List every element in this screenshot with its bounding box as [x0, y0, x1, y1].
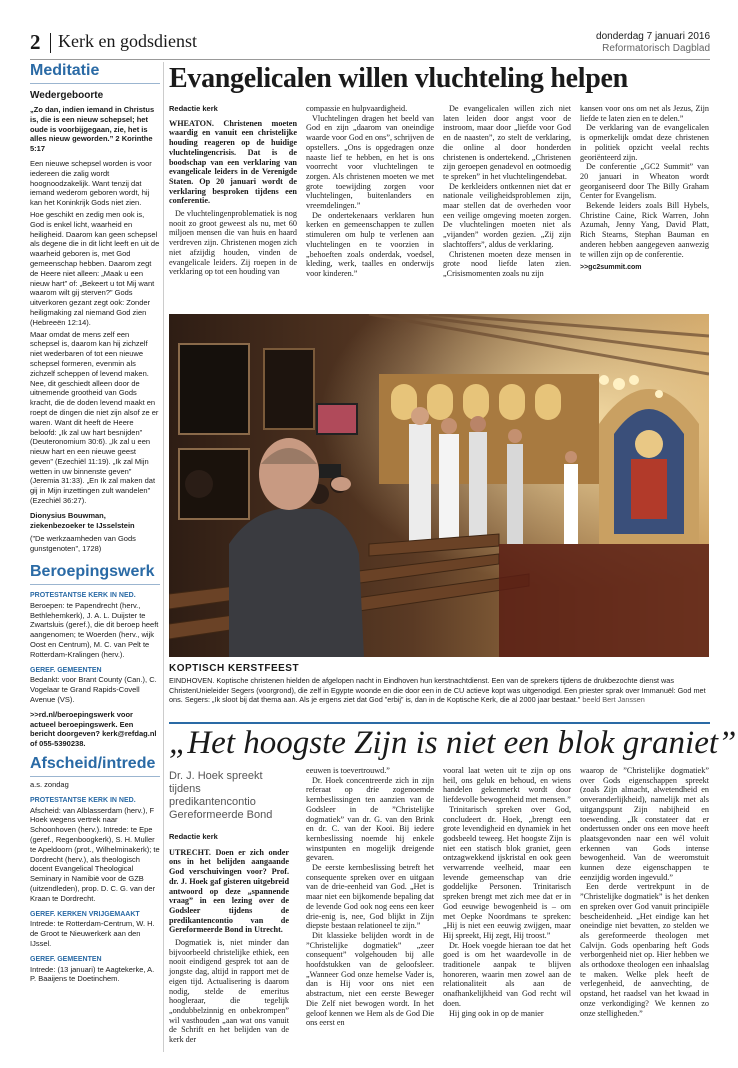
article-paragraph: Vluchtelingen dragen het beeld van God en zijn „daarom van oneindige waarde voor God en ons”, schrijven de opstellers. „Ons is opgedragen onze naaste lief te hebben, en het is ons voorrecht voor vluchtelingen te zorgen. Als christenen moeten we met grote toewijding zorgen voor vluchtelingen, buitenlanders en vreemdelingen.”	[306, 113, 434, 211]
article-deck: Dr. J. Hoek spreekt tijdens predikantencontio Gereformeerde Bond	[169, 770, 273, 821]
article-link[interactable]: >>gc2summit.com	[580, 264, 642, 272]
denomination-label: GEREF. KERKEN VRIJGEMAAKT	[30, 910, 140, 918]
article-paragraph: De evangelicalen willen zich niet laten leiden door angst voor de instroom, maar door „liefde voor God en de naasten”, zo stelt de verklaring, die online al door honderden christenen is ondertekend. „Christenen zijn geroepen genadevol en ootmoedig te spreken” in het vluchtelingendebat.	[443, 104, 571, 181]
sidebar	[30, 62, 160, 986]
byline: Redactie kerk	[169, 104, 218, 113]
header-meta	[596, 31, 710, 55]
beroepingswerk-heading: Beroepingswerk	[30, 563, 160, 585]
article-separator	[169, 722, 710, 724]
afscheid-body	[30, 780, 160, 984]
denomination-label: PROTESTANTSE KERK IN NED.	[30, 592, 136, 600]
article-paragraph: compassie en hulpvaardigheid.	[306, 104, 408, 113]
photo-caption	[169, 676, 709, 705]
article-paragraph: De eerste kernbeslissing betreft het consequente spreken over en uitgaan van de drie-eenheid van God. „Het is maar niet een bijkomende bepaling dat de levende God ook nog eens een keer drie-enig is, nee, God blijkt in Zijn diepste bestaan relationeel te zijn.”	[306, 863, 434, 931]
church-photo	[169, 314, 709, 657]
article-column	[443, 104, 571, 279]
page-number: 2	[30, 30, 41, 54]
beroepingswerk-link[interactable]: >>rd.nl/beroepingswerk voor actueel beroepingswerk. Een bericht doorgeven? kerk@refdag.nl of 055-5390238.	[30, 709, 157, 749]
article-lead: WHEATON. Christenen moeten waardig en vanuit een christelijke houding reageren op de huidige vluchtelingencrisis. Dat is de boodschap van een verklaring van evangelicale leiders in de Verenigde Staten. Op 20 januari wordt de verklaring besproken tijdens een conferentie.	[169, 118, 297, 206]
article-paragraph: Dogmatiek is, niet minder dan bijvoorbeeld christelijke ethiek, een nooit eindigend gesprek tot aan de jongste dag, altijd in rapport met de eigen tijd. Actualisering is daarom nodig, stelde de emeritus hoogleraar, die tegelijk „ondubbelzinnig en onbekrompen” wil vasthouden „aan wat ons vanuit de Schrift en het belijden van de kerk der	[169, 938, 289, 1045]
byline: Redactie kerk	[169, 832, 218, 841]
article-column	[169, 104, 297, 277]
article-paragraph: De vluchtelingenproblematiek is nog nooit zo groot geweest als nu, met 60 miljoen mensen die van huis en haard verdreven zijn. Christenen mogen zich niet afzijdig houden, vinden de evangelicale leiders. Zij roepen in de verklaring op tot een houding van	[169, 209, 297, 277]
article-paragraph: Bekende leiders zoals Bill Hybels, Christine Caine, Rick Warren, John Azumah, Jenny Yang, David Platt, Rich Stearns, Stephan Bauman en anderen hebben aangegeven aanwezig te willen zijn op de conferentie.	[580, 201, 709, 259]
meditatie-quote: „Zo dan, indien iemand in Christus is, die is een nieuw schepsel; het oude is voorbijgegaan, zie, het is alles nieuw geworden.” 2 Korinthe 5:17	[30, 105, 155, 154]
afscheid-entry: Intrede: (13 januari) te Aagtekerke, A. P. Baaijens te Doetinchem.	[30, 964, 155, 984]
meditatie-paragraph: Een nieuwe schepsel worden is voor iedereen die zalig wordt hoognoodzakelijk. Want tenzij dat iemand wederom geboren wordt, hij kan het Koninkrijk Gods niet zien.	[30, 158, 152, 208]
denomination-label: GEREF. GEMEENTEN	[30, 666, 102, 674]
beroepingswerk-body	[30, 591, 160, 749]
meditatie-paragraph: Maar omdat de mens zelf een schepsel is, daarom kan hij zichzelf niet wederbaren of tot een nieuwe schepsel formeren, evenmin als zichzelf scheppen of levend maken. Nee, dit geschiedt alleen door de uitnemende grootheid van Gods kracht, die de doden levend maakt en roept de dingen die niet zijn alsof ze er waren. Want dit heeft de Heere beloofd: „Ik zal uw hart besnijden” (Deuteronomium 30:6). „Ik zal u een nieuw hart en een nieuwe geest geven” (Ezechiël 11:19). „Ik zal Mijn wetten in uw binnenste geven” (Jeremia 31:33). „En Ik zal maken dat gij in Mijn inzettingen zult wandelen” (Ezechiël 36:27).	[30, 329, 159, 506]
article-paragraph: Hij ging ook in op de manier	[449, 1008, 544, 1018]
afscheid-entry: Intrede: te Rotterdam-Centrum, W. H. de Groot te Nieuwerkerk aan den IJssel.	[30, 919, 155, 948]
photo-caption-title: KOPTISCH KERSTFEEST	[169, 663, 300, 674]
article-paragraph: kansen voor ons om net als Jezus, Zijn liefde te laten zien en te delen.”	[580, 104, 709, 123]
article-headline: Evangelicalen willen vluchteling helpen	[169, 63, 628, 94]
meditatie-body	[30, 105, 160, 554]
meditatie-author: Dionysius Bouwman, ziekenbezoeker te IJsselstein	[30, 510, 135, 530]
article-paragraph: eeuwen is toevertrouwd.”	[306, 766, 390, 775]
article-paragraph: Dr. Hoek concentreerde zich in zijn referaat op drie zogenoemde kernbeslissingen ten aanzien van de Godsleer in de ”Christelijke dogmatiek” van dr. G. van den Brink en dr. C. van der Kooi. Bij iedere kernbeslissing noemde hij enkele winstpunten en mogelijk dreigende gevaren.	[306, 775, 434, 863]
article-paragraph: Een derde vertrekpunt in de ”Christelijke dogmatiek” is het denken en spreken over God vanuit principiële bescheidenheid. „Het eindige kan het oneindige niet bevatten, zo stelden we als gereformeerde theologen met Calvijn. Gods openbaring heft Gods verborgenheid niet op. Hier hebben we als orthodoxe theologen een inhaalslag te maken. Welke plek heeft de verlegenheid, de aanvechting, de opstand, het raadsel van het kwaad in onze verkondiging? We kennen zo onze stelligheden.”	[580, 882, 709, 1018]
article-column	[580, 104, 709, 273]
article-paragraph: Dit klassieke belijden wordt in de ”Christelijke dogmatiek” „zeer consequent” volgehouden bij alle hoofdstukken van de geloofsleer. „Wanneer God onze hemelse Vader is, dan is Hij voor ons niet een abstractum, niet een eerste Beweger Die Zelf niet bewogen wordt. In het geloof kennen we Hem als de God Die ons eerst en	[306, 930, 434, 1028]
article-column	[306, 104, 434, 279]
article-paragraph: De kerkleiders ontkennen niet dat er nationale veiligheidsproblemen zijn, maar stellen dat de overheden voor een veilige omgeving moeten zorgen. De vluchtelingen moeten niet als „vijanden” worden gezien. „Zij zijn slachtoffers”, aldus de verklaring.	[443, 181, 571, 249]
meditatie-title: Wedergeboorte	[30, 90, 104, 101]
beroepingswerk-entry: Beroepen: te Papendrecht (herv., Bethlehemkerk), J. A. L. Duijster te Zwartsluis (geref.), die dit beroep heeft aangenomen; te Woerden (herv., wijk Oost en Centrum), M. C. van Pelt te Rotterdam-Kralingen (herv.).	[30, 600, 159, 659]
issue-date: donderdag 7 januari 2016	[596, 31, 710, 42]
article-paragraph: De conferentie „GC2 Summit” van 20 januari in Wheaton wordt georganiseerd door The Billy Graham Center for Evangelism.	[580, 162, 709, 201]
meditatie-source: (”De werkzaamheden van Gods gunstgenoten”, 1728)	[30, 534, 136, 554]
article-column	[169, 770, 289, 1045]
article-paragraph: vooral laat weten uit te zijn op ons heil, ons geluk en behoud, en wiens handelen gekenmerkt wordt door liefdevolle bewogenheid met mensen.”	[443, 766, 571, 805]
denomination-label: PROTESTANTSE KERK IN NED.	[30, 796, 136, 804]
article-paragraph: Trinitarisch spreken over God, concludeert dr. Hoek, „brengt een grote levendigheid en dynamiek in het godsbeeld teweeg. Het hoogste Zijn is niet een statisch blok graniet, geen ontzagwekkend ijskristal en ook geen verwarrende veelheid, maar een levende gemeenschap van drie goddelijke Personen. Trinitarisch spreken brengt met zich mee dat er in God eeuwige bewogenheid is – om met Oepke Noordmans te spreken: „Hij is niet een eeuwig zwijgen, maar Hij spreekt, Hij zegt, Hij troost.”	[443, 804, 571, 940]
denomination-label: GEREF. GEMEENTEN	[30, 955, 102, 963]
afscheid-sub: a.s. zondag	[30, 780, 69, 790]
article-paragraph: De verklaring van de evangelicalen is opmerkelijk omdat deze christenen in politiek opzicht veelal rechts georiënteerd zijn.	[580, 123, 709, 162]
section-title: Kerk en godsdienst	[58, 31, 197, 51]
article-headline: „Het hoogste Zijn is niet een blok graniet”	[169, 725, 737, 761]
article-column	[580, 766, 709, 1018]
article-paragraph: De ondertekenaars verklaren hun kerken en gemeenschappen te zullen stimuleren om hulp te verlenen aan vluchtelingen en te voorzien in „behoeften zoals onderdak, voedsel, kleding, werk, taalles en onderwijs voor kinderen.”	[306, 210, 434, 278]
afscheid-heading: Afscheid/intrede	[30, 755, 160, 777]
photo-credit: beeld Bert Janssen	[582, 695, 645, 704]
newspaper-name: Reformatorisch Dagblad	[602, 43, 710, 54]
column-rule	[163, 62, 164, 1052]
article-lead: UTRECHT. Doen er zich onder ons in het belijden aangaande God verschuivingen voor? Prof. dr. J. Hoek gaf gisteren uitgebreid antwoord op deze „spannende vraag” in een lezing over de Godsleer tijdens de predikantencontio van de Gereformeerde Bond in Utrecht.	[169, 847, 289, 935]
article-paragraph: Dr. Hoek voegde hieraan toe dat het goed is om het waardevolle in de traditionele aanpak te blijven honoreren, waarin men zowel aan de relationaliteit als aan de onafhankelijkheid van God recht wil doen.	[443, 940, 571, 1008]
article-column	[306, 766, 434, 1028]
coptic-service-image	[169, 314, 709, 657]
beroepingswerk-entry: Bedankt: voor Brant County (Can.), C. Vogelaar te Grand Rapids-Covell Avenue (VS).	[30, 675, 157, 705]
article-paragraph: Christenen moeten deze mensen in grote nood liefde laten zien. „Crisismomenten zoals nu zijn	[443, 249, 571, 278]
article-paragraph: waarop de ”Christelijke dogmatiek” over Gods eigenschappen spreekt (zoals Zijn almacht, alwetendheid en onveranderlijkheid), namelijk met als uitgangspunt Zijn nabijheid en toewending. „Ik constateer dat er ondertussen onder ons een move heeft plaatsgevonden naar een wél voluit erkennen van Gods intense bewogenheid. Van de weeromstuit kunnen deze eigenschappen te eenzijdig worden ingevuld.”	[580, 766, 709, 882]
afscheid-entry: Afscheid: van Alblasserdam (herv.), F Hoek wegens vertrek naar Schoonhoven (herv.). Intrede: te Epe (geref., Regenboogkerk), S. H. Muller te Apeldoorn (prot., Wilhelminakerk); te Dordrecht (herv.), als theologisch docent Evangelical Theological Seminary in Namibië voor de GZB (uitzendleden), prop. D. C. G. van der Kraan te Dordrecht.	[30, 805, 160, 903]
header-divider	[50, 33, 51, 53]
header-rule	[30, 59, 710, 60]
meditatie-heading: Meditatie	[30, 62, 160, 84]
meditatie-paragraph: Hoe geschikt en zedig men ook is, God is enkel licht, waarheid en heiligheid. Daarom kan geen schepsel als degene die in dit licht leeft en uit de waarheid geboren is, met God gemeenschap hebben. Daarom zegt de Heere niet alleen: „Maak u een nieuw hart” of: „Bekeert u tot Mij want waarom wilt gij sterven?” Gods uitverkoren gezant zegt ook: Zonder heiligmaking zal niemand God zien (Hebreeën 12:14).	[30, 209, 160, 327]
caption-text: EINDHOVEN. Koptische christenen hielden de afgelopen nacht in Eindhoven hun kerstnachtdienst. Een van de sprekers tijdens de drukbezochte dienst was ChristenUnieleider Segers (voorgrond), die zelf in Egypte woonde en die door een in de CU actieve kopt was uitgenodigd. Een priester sprak over Immanuël: God met ons. Segers: „Ik sloot bij dat thema aan. Als je ergens ziet dat God ”erbij” is, dan in de Koptische Kerk, die al 2000 jaar bestaat.”	[169, 676, 706, 704]
article-column	[443, 766, 571, 1018]
